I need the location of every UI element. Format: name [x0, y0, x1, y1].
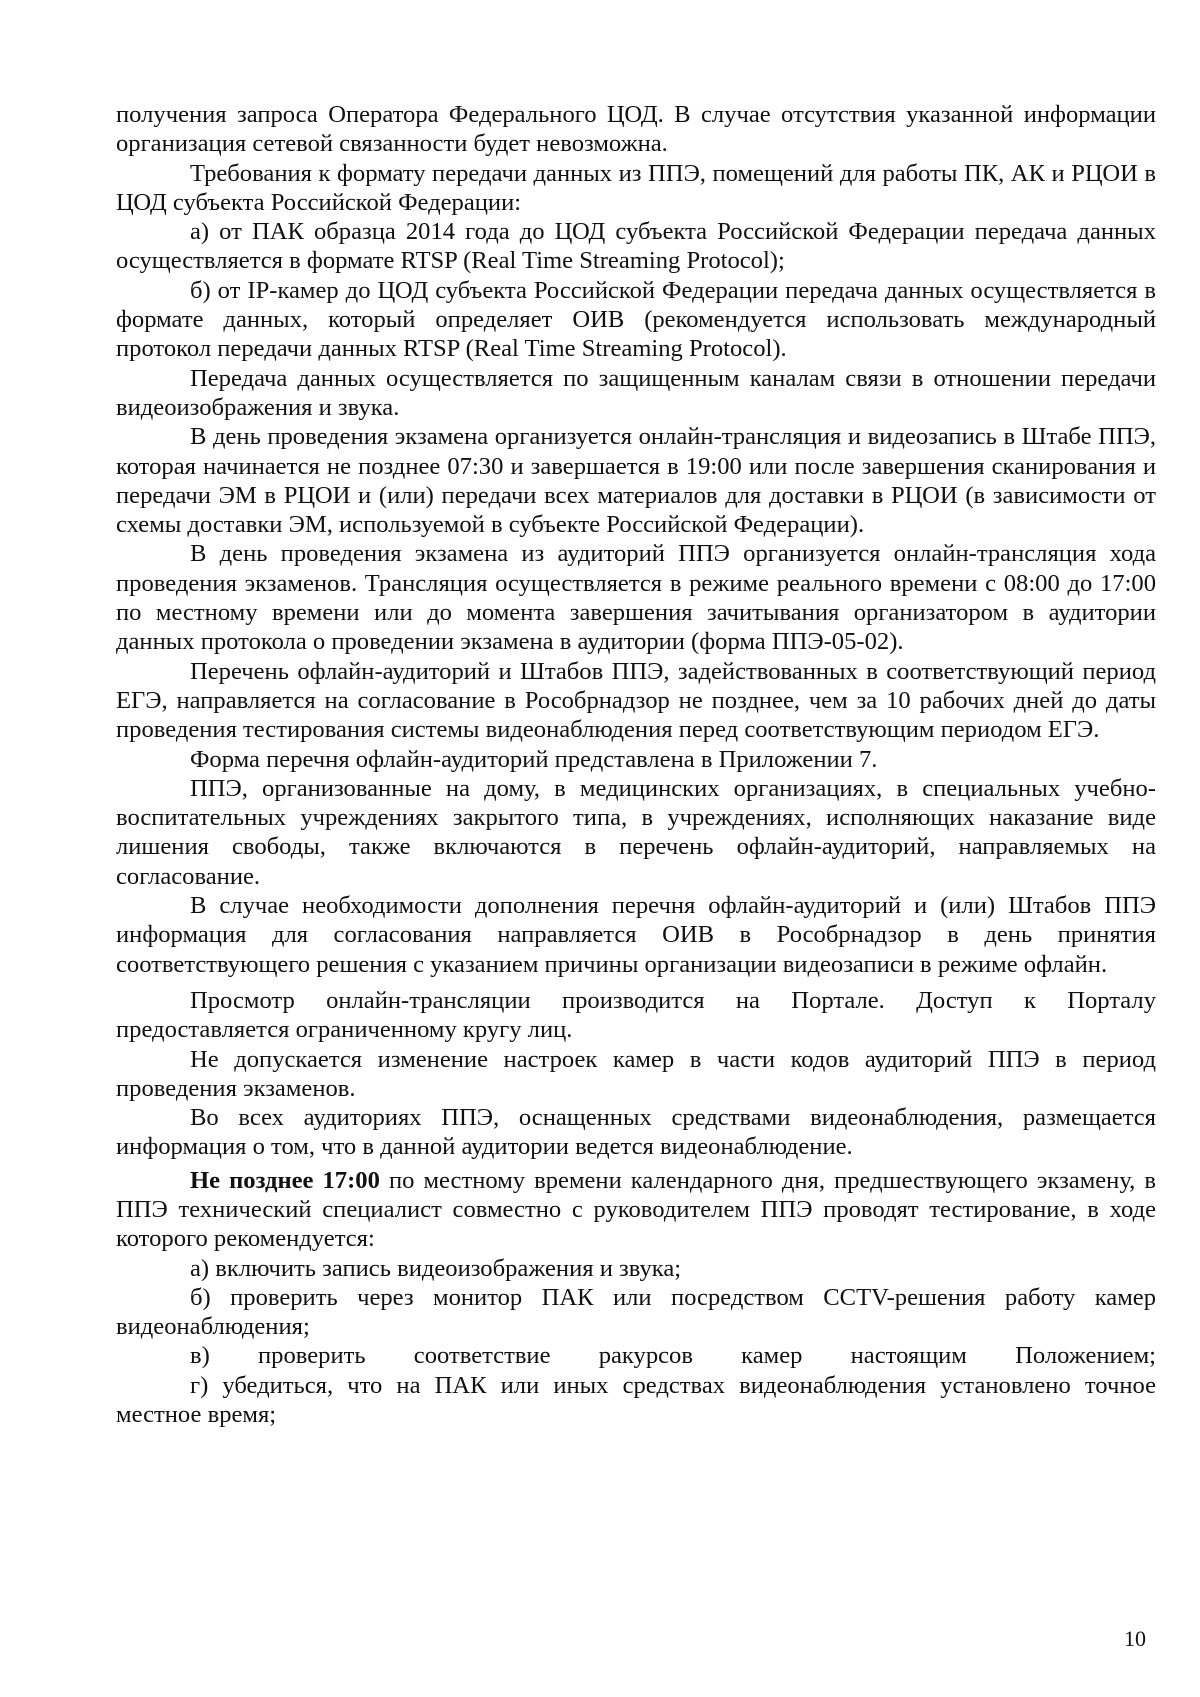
list-item: в) проверить соответствие ракурсов камер настоящим Положением;	[190, 1342, 1156, 1370]
paragraph: Требования к формату передачи данных из ППЭ, помещений для работы ПК, АК и РЦОИ в ЦОД субъекта Российской Федерации:	[116, 159, 1156, 216]
list-item: б) проверить через монитор ПАК или посредством CCTV-решения работу камер видеонаблюдения;	[116, 1283, 1156, 1341]
paragraph: а) от ПАК образца 2014 года до ЦОД субъекта Российской Федерации передача данных осуществляется в формате RTSP (Real Time Streaming Protocol);	[116, 218, 1156, 275]
document-body	[116, 100, 1156, 1429]
paragraph: получения запроса Оператора Федерального ЦОД. В случае отсутствия указанной информации организация сетевой связанности будет невозможна.	[116, 101, 1156, 158]
page-number: 10	[1124, 1626, 1146, 1651]
paragraph: В день проведения экзамена организуется онлайн-трансляция и видеозапись в Штабе ППЭ, которая начинается не позднее 07:30 и завершается в 19:00 или после завершения сканирования и передачи ЭМ в РЦОИ и (или) передачи всех материалов для доставки в РЦОИ (в зависимости от схемы доставки ЭМ, используемой в субъекте Российской Федерации).	[116, 423, 1156, 539]
paragraph: Перечень офлайн-аудиторий и Штабов ППЭ, задействованных в соответствующий период ЕГЭ, направляется на согласование в Рособрнадзор не позднее, чем за 10 рабочих дней до даты проведения тестирования системы видеонаблюдения перед соответствующим периодом ЕГЭ.	[116, 657, 1156, 744]
paragraph: В случае необходимости дополнения перечня офлайн-аудиторий и (или) Штабов ППЭ информация для согласования направляется ОИВ в Рособрнадзор в день принятия соответствующего решения с указанием причины организации видеозаписи в режиме офлайн.	[116, 892, 1156, 978]
paragraph: б) от IP-камер до ЦОД субъекта Российской Федерации передача данных осуществляется в формате данных, который определяет ОИВ (рекомендуется использовать международный протокол передачи данных RTSP (Real Time Streaming Protocol).	[116, 276, 1156, 363]
list-item: г) убедиться, что на ПАК или иных средствах видеонаблюдения установлено точное местное время;	[116, 1371, 1156, 1429]
paragraph: Форма перечня офлайн-аудиторий представлена в Приложении 7.	[190, 745, 878, 773]
list-item: а) включить запись видеоизображения и звука;	[190, 1254, 682, 1282]
paragraph	[116, 1166, 1156, 1254]
paragraph: ППЭ, организованные на дому, в медицинских организациях, в специальных учебно-воспитательных учреждениях закрытого типа, в учреждениях, исполняющих наказание виде лишения свободы, также включаются в перечень офлайн-аудиторий, направляемых на согласование.	[116, 774, 1156, 890]
paragraph: Не допускается изменение настроек камер в части кодов аудиторий ППЭ в период проведения экзаменов.	[116, 1045, 1156, 1102]
deadline-emphasis: Не позднее 17:00	[190, 1166, 380, 1194]
paragraph: Просмотр онлайн-трансляции производится на Портале. Доступ к Порталу предоставляется ограниченному кругу лиц.	[116, 986, 1156, 1044]
paragraph-text: по местному времени календарного дня, предшествующего экзамену, в ППЭ технический специалист совместно с руководителем ППЭ проводят тестирование, в ходе которого рекомендуется:	[116, 1166, 1156, 1253]
paragraph: В день проведения экзамена из аудиторий ППЭ организуется онлайн-трансляция хода проведения экзаменов. Трансляция осуществляется в режиме реального времени с 08:00 до 17:00 по местному времени или до момента завершения зачитывания организатором в аудитории данных протокола о проведении экзамена в аудитории (форма ППЭ-05-02).	[116, 540, 1156, 656]
paragraph: Передача данных осуществляется по защищенным каналам связи в отношении передачи видеоизображения и звука.	[116, 364, 1156, 421]
paragraph: Во всех аудиториях ППЭ, оснащенных средствами видеонаблюдения, размещается информация о том, что в данной аудитории ведется видеонаблюдение.	[116, 1104, 1156, 1161]
